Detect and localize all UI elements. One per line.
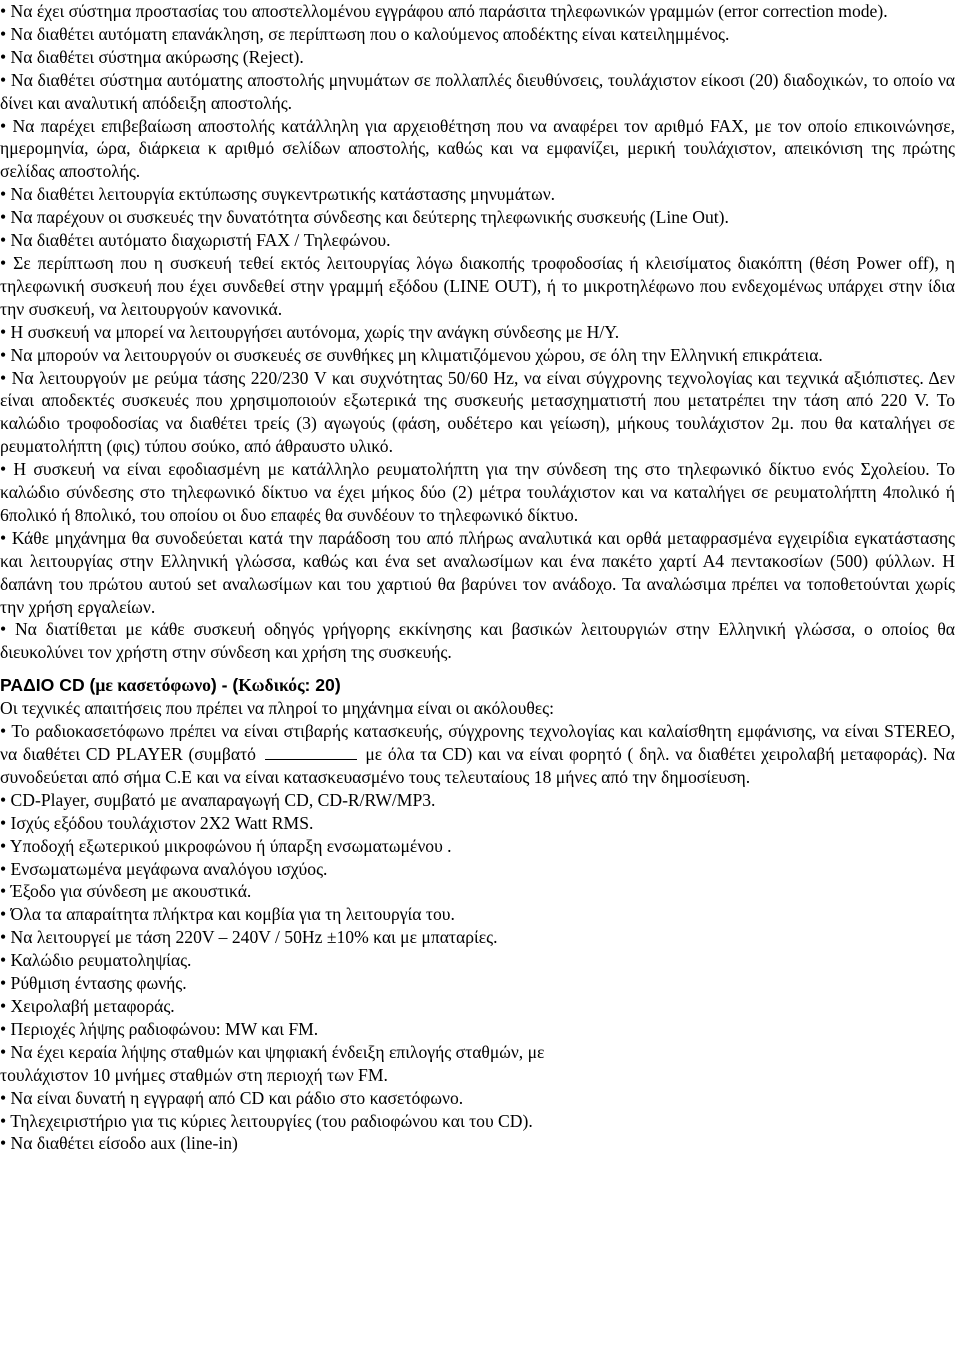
heading-part: με κασετόφωνο	[95, 675, 211, 696]
list-item: • Να λειτουργεί με τάση 220V – 240V / 50Hz ±10% και με μπαταρίες.	[0, 927, 498, 948]
list-item: • Να διαθέτει σύστημα αυτόματης αποστολής μηνυμάτων σε πολλαπλές διευθύνσεις, τουλάχιστον είκοσι (20) διαδοχικών, το οποίο να δίνει και αναλυτική απόδειξη αποστολής.	[0, 69, 955, 113]
list-item: • Να διαθέτει αυτόματη επανάκληση, σε περίπτωση που ο καλούμενος αποδέκτης είναι κατειλημμένος.	[0, 23, 730, 44]
list-item: • Η συσκευή να είναι εφοδιασμένη με κατάλληλο ρευματολήπτη για την σύνδεση της στο τηλεφωνικό δίκτυο ενός Σχολείου. Το καλώδιο σύνδεσης στο τηλεφωνικό δίκτυο να έχει μήκος δύο (2) μέτρα τουλάχιστον και να καταλήγει σε ρευματολήπτη 4πολικό ή 6πολικό ή 8πολικό, του οποίου οι δυο επαφές θα συνδέουν το τηλεφωνικό δίκτυο.	[0, 459, 955, 525]
list-item: • CD-Player, συμβατό με αναπαραγωγή CD, CD-R/RW/MP3.	[0, 789, 436, 810]
list-item: • Κάθε μηχάνημα θα συνοδεύεται κατά την παράδοση του από πλήρως αναλυτικά και ορθά μεταφρασμένα εγχειρίδια εγκατάστασης και λειτουργίας στην Ελληνική γλώσσα, καθώς και ένα set αναλωσίμων και ένα πακέτο χαρτί Α4 πεντακοσίων (500) φύλλων. Η δαπάνη του πρώτου αυτού set αναλωσίμων και του χαρτιού θα βαρύνει τον ανάδοχο. Τα αναλώσιμα πρέπει να τοποθετούνται χωρίς την χρήση εργαλείων.	[0, 527, 955, 617]
list-item-text: με όλα τα CD) και να είναι φορητό ( δηλ. να διαθέτει χειρολαβή μεταφοράς). Να συνοδεύεται από σήμα C.E και να είναι κατασκευασμένο τους τελευταίους 18 μήνες από την δημοσίευση.	[0, 744, 955, 787]
list-item: • Καλώδιο ρευματοληψίας.	[0, 950, 192, 971]
list-item: • Ενσωματωμένα μεγάφωνα αναλόγου ισχύος.	[0, 858, 328, 879]
list-item: • Να διατίθεται με κάθε συσκευή οδηγός γρήγορης εκκίνησης και βασικών λειτουργιών στην Ελληνική γλώσσα, ο οποίος θα διευκολύνει τον χρήστη στην σύνδεση και χρήση της συσκευής.	[0, 619, 955, 663]
heading-part: ΡΑΔΙΟ CD (	[0, 675, 96, 696]
list-item: • Η συσκευή να μπορεί να λειτουργήσει αυτόνομα, χωρίς την ανάγκη σύνδεσης με Η/Υ.	[0, 321, 620, 342]
intro-text: Οι τεχνικές απαιτήσεις που πρέπει να πληροί το μηχάνημα είναι οι ακόλουθες:	[0, 698, 554, 719]
heading-part: : 20)	[304, 675, 341, 696]
list-item: • Να διαθέτει είσοδο aux (line-in)	[0, 1133, 238, 1154]
list-item: • Να λειτουργούν με ρεύμα τάσης 220/230 V και συχνότητας 50/60 Hz, να είναι σύγχρονης τεχνολογίας και τεχνικά αξιόπιστες. Δεν είναι αποδεκτές συσκευές που χρησιμοποιούν εξωτερικά της συσκευής μετασχηματιστή που μετατρέπει την τάση από 220 V. Το καλώδιο τροφοδοσίας να διαθέτει τρείς (3) αγωγούς (φάση, ουδέτερο και γείωση), μήκους τουλάχιστον 2μ. που θα καταλήγει σε ρευματολήπτη (φις) τύπου σούκο, από άθραυστο υλικό.	[0, 367, 955, 457]
list-item: • Να διαθέτει αυτόματο διαχωριστή FAX / Τηλεφώνου.	[0, 230, 391, 251]
list-item: • Να διαθέτει σύστημα ακύρωσης (Reject).	[0, 46, 304, 67]
list-item	[0, 720, 955, 789]
list-item-continuation: τουλάχιστον 10 μνήμες σταθμών στη περιοχή των FM.	[0, 1064, 388, 1085]
heading-part: ) - (	[210, 675, 239, 696]
heading-part: Κωδικός	[238, 675, 305, 696]
list-item: • Περιοχές λήψης ραδιοφώνου: MW και FM.	[0, 1018, 319, 1039]
list-item: • Να έχει σύστημα προστασίας του αποστελλομένου εγγράφου από παράσιτα τηλεφωνικών γραμμών (error correction mode).	[0, 1, 888, 21]
list-item-text: • Το ραδιοκασετόφωνο πρέπει να είναι στιβαρής κατασκευής, σύγχρονης τεχνολογίας και καλαίσθητη εμφάνισης, να είναι STEREO, να διαθέτει CD PLAYER (συμβατό	[0, 721, 955, 764]
list-item: • Χειρολαβή μεταφοράς.	[0, 995, 175, 1016]
list-item: • Σε περίπτωση που η συσκευή τεθεί εκτός λειτουργίας λόγω διακοπής τροφοδοσίας ή κλεισίματος διακόπτη (θέση Power off), η τηλεφωνική συσκευή που έχει συνδεθεί στην γραμμή εξόδου (LINE OUT), ή το μικροτηλέφωνο που ενδεχομένως υπάρχει στην ίδια την συσκευή, να λειτουργούν κανονικά.	[0, 252, 955, 319]
blank-line	[265, 745, 357, 760]
list-item: • Να διαθέτει λειτουργία εκτύπωσης συγκεντρωτικής κατάστασης μηνυμάτων.	[0, 184, 556, 205]
list-item: • Να παρέχουν οι συσκευές την δυνατότητα σύνδεσης και δεύτερης τηλεφωνικής συσκευής (Line Out).	[0, 207, 729, 228]
list-item: • Να είναι δυνατή η εγγραφή από CD και ράδιο στο κασετόφωνο.	[0, 1087, 464, 1108]
fax-requirements-list	[0, 0, 955, 664]
list-item: • Υποδοχή εξωτερικού μικροφώνου ή ύπαρξη ενσωματωμένου .	[0, 835, 452, 856]
list-item: • Να έχει κεραία λήψης σταθμών και ψηφιακή ένδειξη επιλογής σταθμών, με	[0, 1041, 545, 1062]
radio-cd-requirements-list	[0, 697, 955, 1155]
list-item: • Όλα τα απαραίτητα πλήκτρα και κομβία για τη λειτουργία του.	[0, 904, 455, 925]
list-item: • Έξοδο για σύνδεση με ακουστικά.	[0, 881, 252, 902]
list-item: • Να μπορούν να λειτουργούν οι συσκευές σε συνθήκες μη κλιματιζόμενου χώρου, σε όλη την Ελληνική επικράτεια.	[0, 344, 823, 365]
list-item: • Ισχύς εξόδου τουλάχιστον 2Χ2 Watt RMS.	[0, 812, 314, 833]
list-item: • Ρύθμιση έντασης φωνής.	[0, 973, 187, 994]
list-item: • Τηλεχειριστήριο για τις κύριες λειτουργίες (του ραδιοφώνου και του CD).	[0, 1110, 533, 1131]
list-item: • Να παρέχει επιβεβαίωση αποστολής κατάλληλη για αρχειοθέτηση που να αναφέρει τον αριθμό FAX, με τον οποίο επικοινώνησε, ημερομηνία, ώρα, διάρκεια κ αριθμό σελίδων αποστολής, καθώς και να εμφανίζει, μερική τουλάχιστον, απεικόνιση της πρώτης σελίδας αποστολής.	[0, 115, 955, 182]
section-heading	[0, 674, 955, 697]
